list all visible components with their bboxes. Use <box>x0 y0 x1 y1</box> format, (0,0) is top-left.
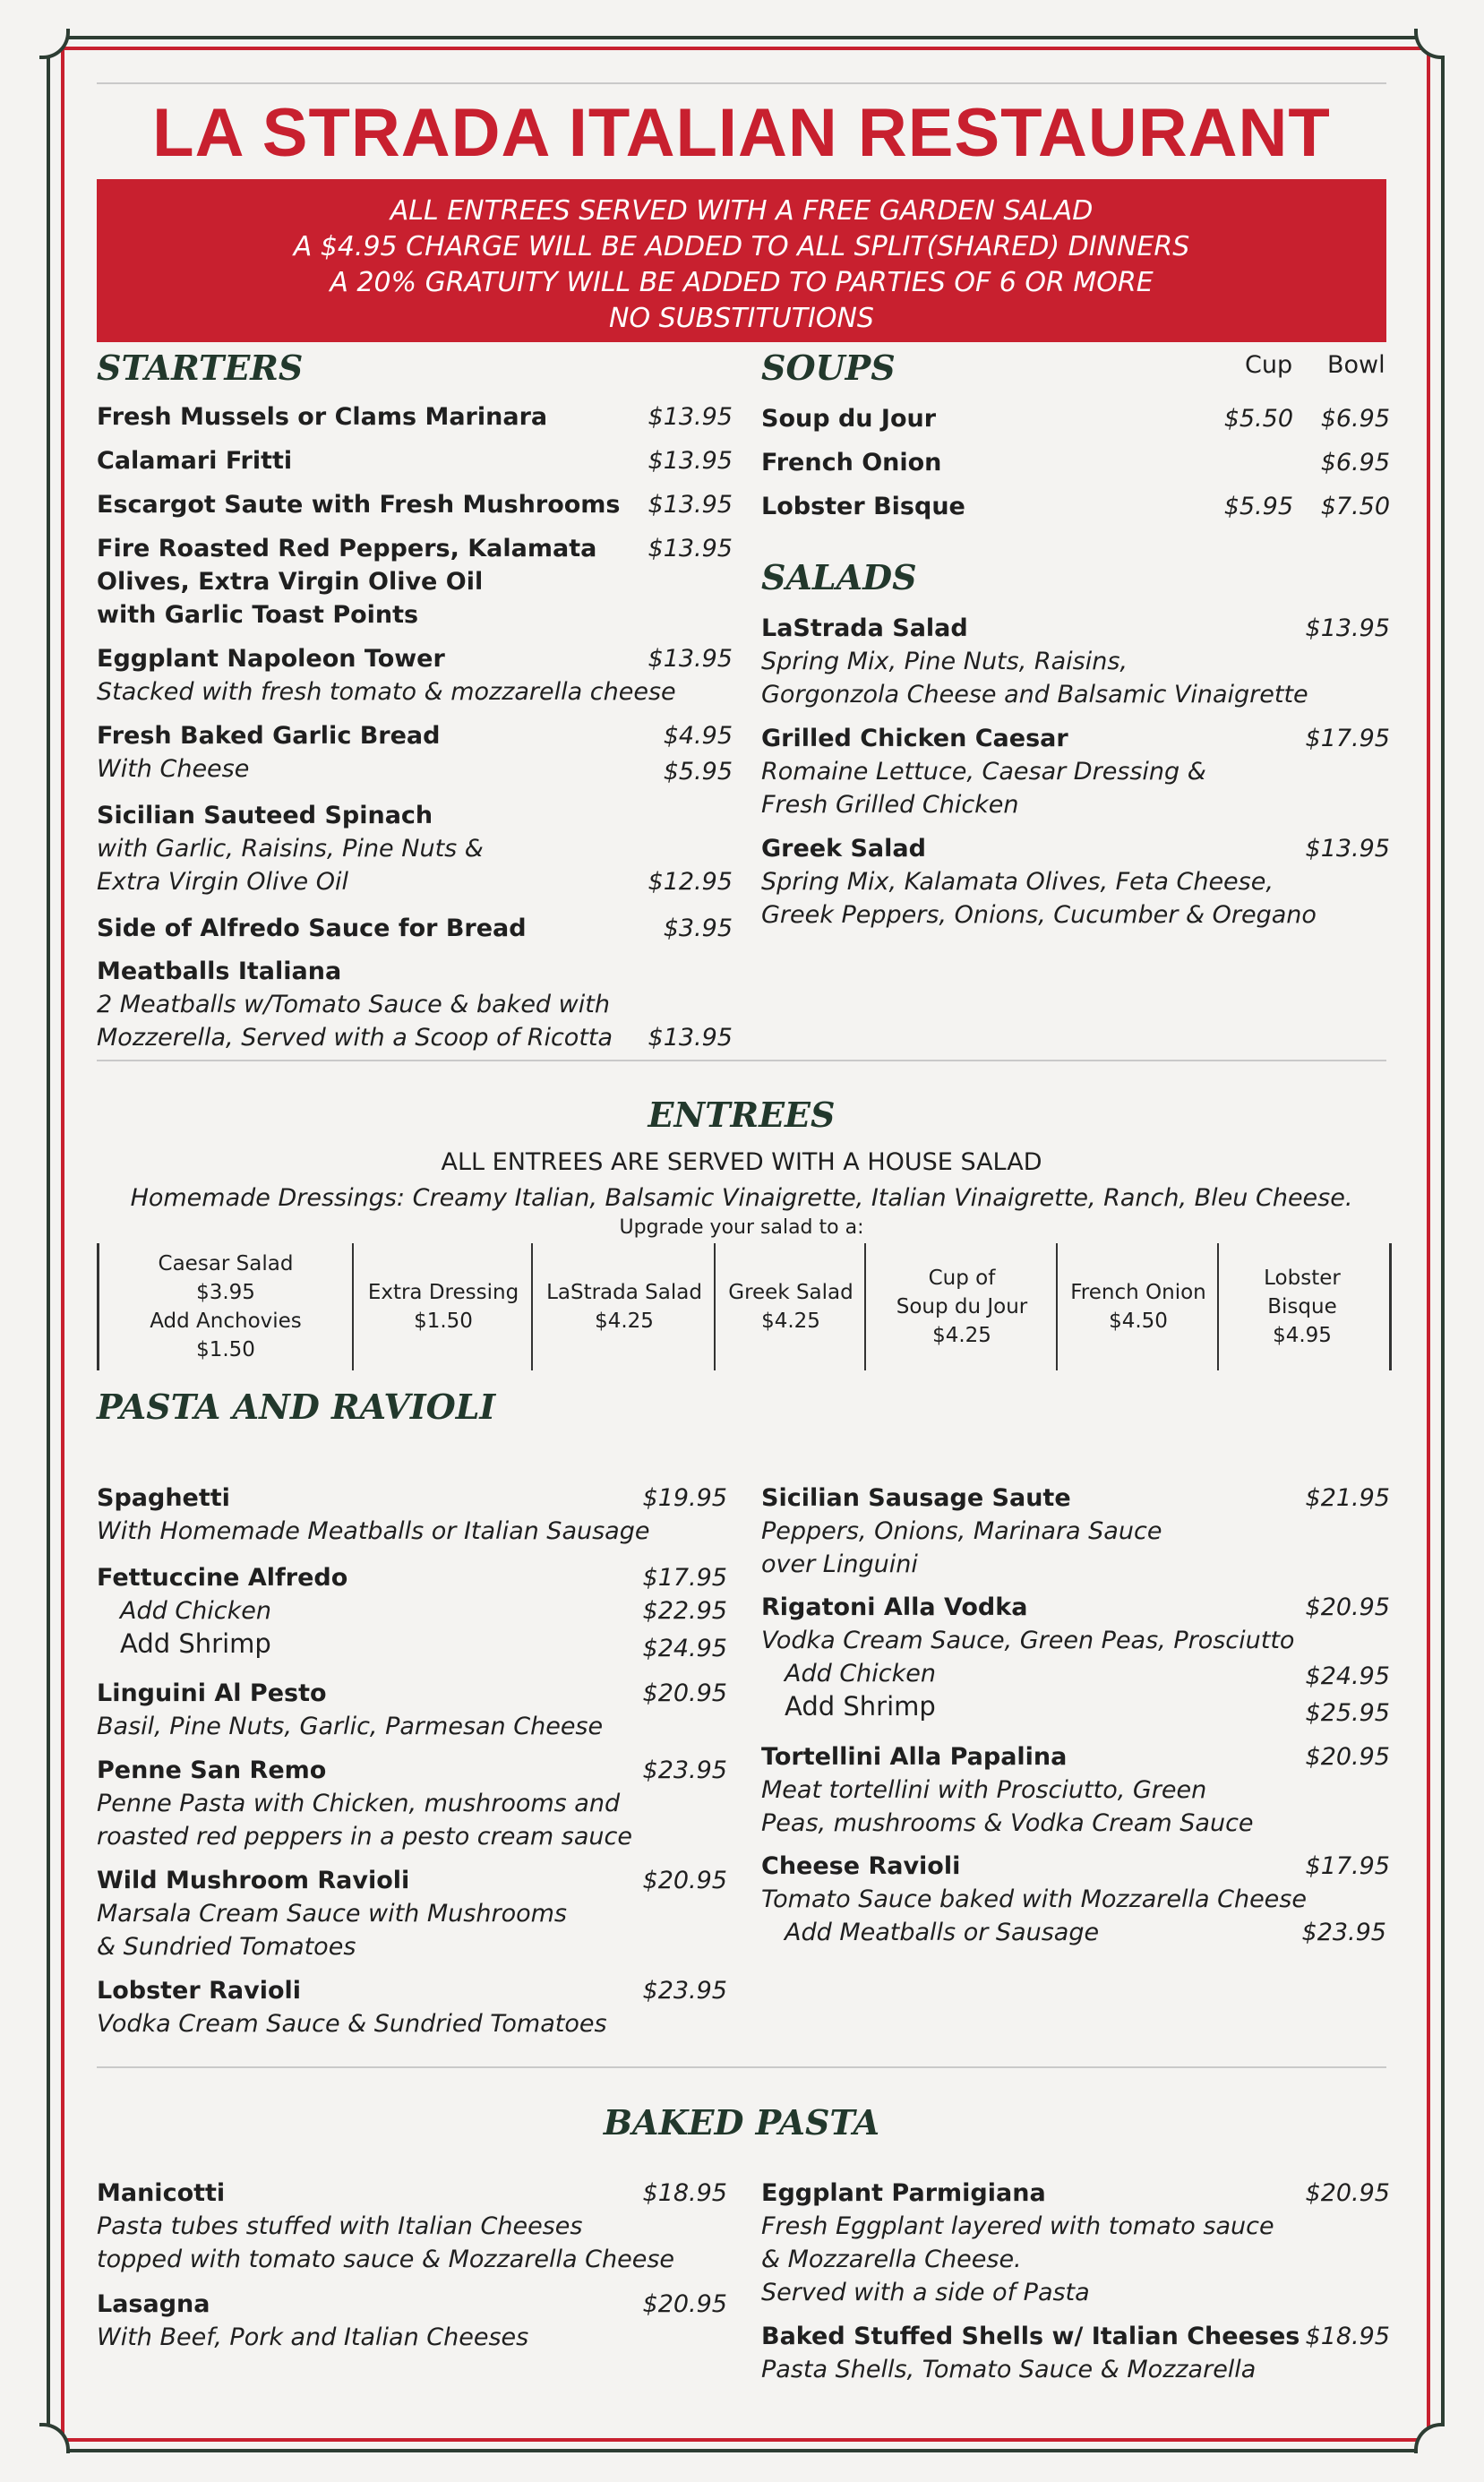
upgrade-text: Soup du Jour <box>896 1295 1028 1318</box>
item-description-line: Greek Peppers, Onions, Cucumber & Oregano <box>761 901 1317 929</box>
item-description-line: Mozzerella, Served with a Scoop of Ricotta <box>97 1024 613 1052</box>
item-description: Spring Mix, Pine Nuts, Raisins, <box>761 648 1128 675</box>
item-name: Fresh Baked Garlic Bread <box>97 722 441 750</box>
add-on-price: $25.95 <box>1305 1699 1390 1727</box>
salads-heading: SALADS <box>761 557 917 597</box>
upgrade-cell-lobster-bisque <box>1217 1243 1385 1370</box>
item-description: Marsala Cream Sauce with Mushrooms <box>97 1900 567 1928</box>
menu-item <box>97 1677 603 1743</box>
menu-item <box>97 1754 632 1853</box>
item-price: $17.95 <box>1305 1852 1390 1880</box>
upgrade-text: Greek Salad <box>728 1281 854 1304</box>
item-name: Soup du Jour <box>761 405 937 433</box>
item-name: Eggplant Napoleon Tower <box>97 645 445 673</box>
upgrade-text: $4.25 <box>761 1310 820 1333</box>
salad-upgrade-table <box>97 1243 1392 1370</box>
item-price: $20.95 <box>642 1679 727 1707</box>
upgrade-text: Caesar Salad <box>158 1252 294 1275</box>
item-price: $4.95 <box>663 722 733 750</box>
item-name: Eggplant Parmigiana <box>761 2179 1046 2207</box>
item-description: Meat tortellini with Prosciutto, Green <box>761 1776 1207 1804</box>
item-name-line: Olives, Extra Virgin Olive Oil <box>97 568 484 596</box>
menu-item <box>97 1864 567 1963</box>
item-name: Fettuccine Alfredo <box>97 1564 348 1592</box>
item-description: with Garlic, Raisins, Pine Nuts & <box>97 835 484 863</box>
item-description: Penne Pasta with Chicken, mushrooms and <box>97 1790 621 1817</box>
item-description: Pasta tubes stuffed with Italian Cheeses <box>97 2212 583 2240</box>
item-name: Spaghetti <box>97 1484 230 1512</box>
item-description-line: & Mozzarella Cheese. <box>761 2246 1022 2273</box>
item-name: French Onion <box>761 449 942 477</box>
menu-item <box>97 400 547 434</box>
item-name: Penne San Remo <box>97 1756 327 1784</box>
item-description-line: Served with a side of Pasta <box>761 2279 1090 2306</box>
menu-item <box>97 1481 649 1548</box>
item-price: $13.95 <box>648 645 733 673</box>
add-on: Add Meatballs or Sausage <box>785 1919 1100 1946</box>
upgrade-cell-lastrada <box>531 1243 716 1370</box>
add-on: Add Chicken <box>120 1597 272 1625</box>
entrees-subheading: ALL ENTREES ARE SERVED WITH A HOUSE SALAD <box>441 1148 1042 1176</box>
upgrade-text: Cup of <box>928 1267 996 1290</box>
upgrade-text: Bisque <box>1267 1295 1337 1318</box>
item-description: With Homemade Meatballs or Italian Sausage <box>97 1517 650 1545</box>
item-description: Tomato Sauce baked with Mozzarella Cheese <box>761 1885 1307 1913</box>
item-name: Rigatoni Alla Vodka <box>761 1593 1028 1621</box>
cup-column-label: Cup <box>1245 351 1293 379</box>
menu-item <box>761 612 1308 711</box>
item-price: $20.95 <box>642 1867 727 1894</box>
upgrade-text: Extra Dressing <box>367 1281 519 1304</box>
policy-banner <box>97 179 1386 342</box>
item-description: Romaine Lettuce, Caesar Dressing & <box>761 758 1206 786</box>
item-description-line: topped with tomato sauce & Mozzarella Cheese <box>97 2246 675 2273</box>
item-description-line: over Linguini <box>761 1550 918 1578</box>
restaurant-title: LA STRADA ITALIAN RESTAURANT <box>152 95 1331 171</box>
add-on: Add Chicken <box>785 1660 937 1688</box>
item-price: $18.95 <box>642 2179 727 2207</box>
bowl-price: $7.50 <box>1320 493 1390 520</box>
menu-item <box>761 1481 1162 1581</box>
bowl-price: $6.95 <box>1320 405 1390 433</box>
upgrade-text: $4.95 <box>1273 1324 1332 1347</box>
bowl-column-label: Bowl <box>1327 351 1385 379</box>
menu-item <box>761 1591 1294 1723</box>
menu-item <box>97 642 676 709</box>
cup-price: $5.50 <box>1223 405 1293 433</box>
item-description-line: Gorgonzola Cheese and Balsamic Vinaigrette <box>761 681 1308 709</box>
upgrade-cell-greek <box>714 1243 866 1370</box>
item-name-line: with Garlic Toast Points <box>97 601 419 629</box>
item-description-line: Fresh Grilled Chicken <box>761 791 1019 819</box>
menu-item <box>761 2320 1300 2386</box>
item-price: $20.95 <box>1305 1743 1390 1771</box>
bowl-price: $6.95 <box>1320 449 1390 477</box>
add-on: Add Shrimp <box>120 1628 271 1659</box>
item-price: $13.95 <box>648 403 733 431</box>
menu-item <box>761 722 1206 821</box>
menu-item <box>761 2177 1274 2309</box>
upgrade-label: Upgrade your salad to a: <box>619 1216 864 1239</box>
dressings-note: Homemade Dressings: Creamy Italian, Balsamic Vinaigrette, Italian Vinaigrette, Ranch, Bleu Cheese. <box>130 1184 1353 1212</box>
item-price: $3.95 <box>663 915 733 942</box>
menu-item <box>97 2177 674 2276</box>
item-price: $18.95 <box>1305 2323 1390 2350</box>
menu-item <box>97 488 621 521</box>
menu-item <box>761 832 1317 932</box>
baked-pasta-heading: BAKED PASTA <box>603 2102 880 2143</box>
soups-heading: SOUPS <box>761 348 896 388</box>
item-description: With Cheese <box>97 755 250 783</box>
item-price: $13.95 <box>1305 835 1390 863</box>
add-on-price: $24.95 <box>642 1635 727 1662</box>
item-price: $20.95 <box>1305 1593 1390 1621</box>
item-price: $13.95 <box>648 1024 733 1052</box>
item-description-line: & Sundried Tomatoes <box>97 1933 356 1961</box>
item-price: $23.95 <box>642 1756 727 1784</box>
item-price: $5.95 <box>663 758 733 786</box>
item-description: Basil, Pine Nuts, Garlic, Parmesan Cheese <box>97 1713 604 1740</box>
item-name: Greek Salad <box>761 835 926 863</box>
item-price: $13.95 <box>1305 614 1390 642</box>
banner-line: A $4.95 CHARGE WILL BE ADDED TO ALL SPLIT(SHARED) DINNERS <box>293 231 1190 262</box>
upgrade-text: Add Anchovies <box>150 1310 302 1333</box>
add-on-price: $22.95 <box>642 1597 727 1625</box>
upgrade-text: $4.25 <box>595 1310 654 1333</box>
upgrade-cell-french-onion <box>1056 1243 1219 1370</box>
item-name: Cheese Ravioli <box>761 1852 961 1880</box>
upgrade-text: $3.95 <box>196 1281 255 1304</box>
item-description: Stacked with fresh tomato & mozzarella cheese <box>97 678 676 706</box>
item-name: Lobster Ravioli <box>97 1977 302 2005</box>
menu-item <box>97 444 292 477</box>
item-description: Vodka Cream Sauce & Sundried Tomatoes <box>97 2010 607 2038</box>
menu-item <box>761 490 965 523</box>
add-on: Add Shrimp <box>785 1691 936 1722</box>
item-description: Vodka Cream Sauce, Green Peas, Prosciutto <box>761 1627 1295 1654</box>
item-price: $17.95 <box>1305 725 1390 752</box>
item-description-line: Extra Virgin Olive Oil <box>97 868 348 896</box>
menu-item <box>97 1974 607 2040</box>
item-description: Pasta Shells, Tomato Sauce & Mozzarella <box>761 2356 1257 2383</box>
item-description: 2 Meatballs w/Tomato Sauce & baked with <box>97 991 610 1018</box>
item-price: $17.95 <box>642 1564 727 1592</box>
add-on-price: $23.95 <box>1301 1919 1386 1946</box>
item-description-line: roasted red peppers in a pesto cream sauce <box>97 1823 632 1851</box>
item-description: Fresh Eggplant layered with tomato sauce <box>761 2212 1274 2240</box>
item-name: Sicilian Sauteed Spinach <box>97 802 433 829</box>
item-price: $13.95 <box>648 491 733 519</box>
divider <box>97 2066 1386 2068</box>
menu-item <box>97 799 484 898</box>
item-name: LaStrada Salad <box>761 614 968 642</box>
menu-item <box>761 402 936 435</box>
upgrade-text: LaStrada Salad <box>546 1281 702 1304</box>
banner-line: ALL ENTREES SERVED WITH A FREE GARDEN SALAD <box>390 195 1094 227</box>
item-name: Tortellini Alla Papalina <box>761 1743 1068 1771</box>
item-price: $12.95 <box>648 868 733 896</box>
entrees-heading: ENTREES <box>648 1095 836 1135</box>
menu-item <box>97 912 527 945</box>
upgrade-cell-soup-du-jour <box>864 1243 1058 1370</box>
item-price: $23.95 <box>642 1977 727 2005</box>
menu-item <box>97 2288 528 2354</box>
upgrade-text: $1.50 <box>196 1338 255 1361</box>
item-name: Escargot Saute with Fresh Mushrooms <box>97 491 621 519</box>
item-name: Fresh Mussels or Clams Marinara <box>97 403 548 431</box>
item-price: $19.95 <box>642 1484 727 1512</box>
item-name: Grilled Chicken Caesar <box>761 725 1068 752</box>
banner-line: A 20% GRATUITY WILL BE ADDED TO PARTIES OF 6 OR MORE <box>330 267 1154 298</box>
upgrade-cell-caesar <box>99 1243 352 1370</box>
item-name: Fire Roasted Red Peppers, Kalamata <box>97 535 597 563</box>
item-price: $20.95 <box>642 2290 727 2318</box>
upgrade-cell-extra-dressing <box>352 1243 533 1370</box>
upgrade-text: $1.50 <box>414 1310 473 1333</box>
item-description: With Beef, Pork and Italian Cheeses <box>97 2323 529 2351</box>
menu-item <box>97 719 440 786</box>
item-name: Manicotti <box>97 2179 226 2207</box>
item-description: Spring Mix, Kalamata Olives, Feta Cheese, <box>761 868 1274 896</box>
divider <box>97 82 1386 84</box>
upgrade-text: Lobster <box>1264 1267 1341 1290</box>
starters-heading: STARTERS <box>97 348 304 388</box>
item-price: $21.95 <box>1305 1484 1390 1512</box>
menu-item <box>761 1850 1307 1949</box>
item-name: Lasagna <box>97 2290 210 2318</box>
upgrade-text: $4.50 <box>1109 1310 1168 1333</box>
menu-item <box>97 955 613 1054</box>
menu-item <box>761 446 941 479</box>
item-name: Lobster Bisque <box>761 493 965 520</box>
menu-item <box>97 532 596 631</box>
item-description: Peppers, Onions, Marinara Sauce <box>761 1517 1162 1545</box>
cup-price: $5.95 <box>1223 493 1293 520</box>
menu-item <box>761 1740 1254 1840</box>
upgrade-text: French Onion <box>1070 1281 1206 1304</box>
item-price: $13.95 <box>648 535 733 563</box>
item-name: Calamari Fritti <box>97 447 293 475</box>
item-price: $20.95 <box>1305 2179 1390 2207</box>
item-name: Meatballs Italiana <box>97 958 342 985</box>
item-price: $13.95 <box>648 447 733 475</box>
divider <box>97 1060 1386 1061</box>
banner-line: NO SUBSTITUTIONS <box>609 303 874 334</box>
item-name: Linguini Al Pesto <box>97 1679 327 1707</box>
upgrade-text: $4.25 <box>932 1324 991 1347</box>
add-on-price: $24.95 <box>1305 1662 1390 1690</box>
item-description-line: Peas, mushrooms & Vodka Cream Sauce <box>761 1809 1254 1837</box>
item-name: Baked Stuffed Shells w/ Italian Cheeses <box>761 2323 1300 2350</box>
item-name: Wild Mushroom Ravioli <box>97 1867 410 1894</box>
pasta-heading: PASTA AND RAVIOLI <box>97 1387 496 1427</box>
menu-item <box>97 1561 347 1661</box>
item-name: Sicilian Sausage Saute <box>761 1484 1071 1512</box>
item-name: Side of Alfredo Sauce for Bread <box>97 915 527 942</box>
